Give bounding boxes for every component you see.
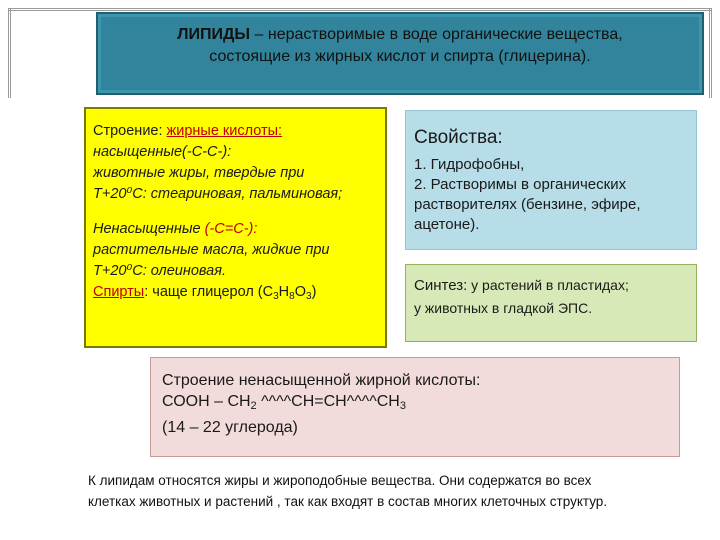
title-banner (96, 12, 704, 95)
unsaturated-heading (93, 219, 379, 240)
formula-sub-8: 8 (289, 291, 295, 302)
property-item-1: 1. Гидрофобны, (414, 156, 525, 173)
unsaturated-acid-panel (150, 357, 680, 457)
structure-panel (84, 107, 387, 348)
footer-text (88, 470, 708, 512)
title-line-1 (98, 24, 702, 46)
title-line-2: состоящие из жирных кислот и спирта (глицерина). (209, 48, 591, 65)
title-lipids: ЛИПИДЫ (177, 26, 251, 43)
formula-sub-3: 3 (273, 291, 279, 302)
alcohols-line (93, 282, 379, 307)
formula-sub-2: 2 (250, 400, 257, 412)
structure-heading (93, 121, 379, 142)
properties-list (414, 155, 688, 235)
unsaturated-desc-1: растительные масла, жидкие при (93, 242, 330, 258)
saturated-desc-1: животные жиры, твердые при (93, 165, 305, 181)
synthesis-line-2: у животных в гладкой ЭПС. (414, 300, 593, 316)
formula-sub-3-end: 3 (399, 400, 406, 412)
unsaturated-label: Ненасыщенные (93, 221, 201, 237)
properties-panel (405, 110, 697, 250)
unsaturated-desc-2: T+20⁰С: олеиновая. (93, 263, 226, 279)
footer-line-2: клетках животных и растений , так как входят в состав многих клеточных структур. (88, 494, 608, 509)
property-item-2: 2. Растворимы в органических (414, 176, 627, 193)
synthesis-panel (405, 264, 697, 342)
property-item-2-cont-1: растворителях (бензине, эфире, (414, 196, 641, 213)
saturated-label: насыщенные(-С-С-): (93, 144, 232, 160)
saturated-desc-2: T+20⁰С: стеариновая, пальминовая; (93, 186, 343, 202)
spacer (93, 205, 379, 219)
formula-part-a: СООН – СН (162, 393, 251, 410)
unsaturated-acid-title: Строение ненасыщенной жирной кислоты: (162, 372, 481, 389)
frame-top-line (8, 8, 712, 11)
title-definition: – нерастворимые в воде органические вещества, (250, 26, 623, 43)
alcohols-label: Спирты (93, 284, 145, 300)
structure-label: Строение (93, 123, 159, 139)
formula-close: ) (311, 284, 317, 300)
fatty-acids-label: жирные кислоты: (166, 123, 283, 139)
formula-o: О (294, 284, 306, 300)
footer-line-1: К липидам относятся жиры и жироподобные вещества. Они содержатся во всех (88, 473, 592, 488)
formula-h: Н (278, 284, 290, 300)
frame-right-line (709, 8, 712, 98)
unsaturated-formula: (-С=С-): (200, 221, 258, 237)
alcohols-text: : чаще глицерол (С (144, 284, 274, 300)
synthesis-plants: у растений в пластидах; (467, 277, 629, 293)
formula-part-b: ^^^^СН=СН^^^^СН (256, 393, 400, 410)
synthesis-line-1 (414, 274, 688, 297)
properties-title: Свойства: (414, 127, 503, 148)
frame-left-line (8, 8, 11, 98)
formula-sub-3b: 3 (306, 291, 312, 302)
synthesis-label: Синтез: (414, 277, 468, 294)
unsaturated-acid-formula (162, 391, 669, 417)
carbon-count: (14 – 22 углерода) (162, 419, 298, 436)
structure-colon: : (158, 123, 167, 139)
property-item-2-cont-2: ацетоне). (414, 216, 480, 233)
